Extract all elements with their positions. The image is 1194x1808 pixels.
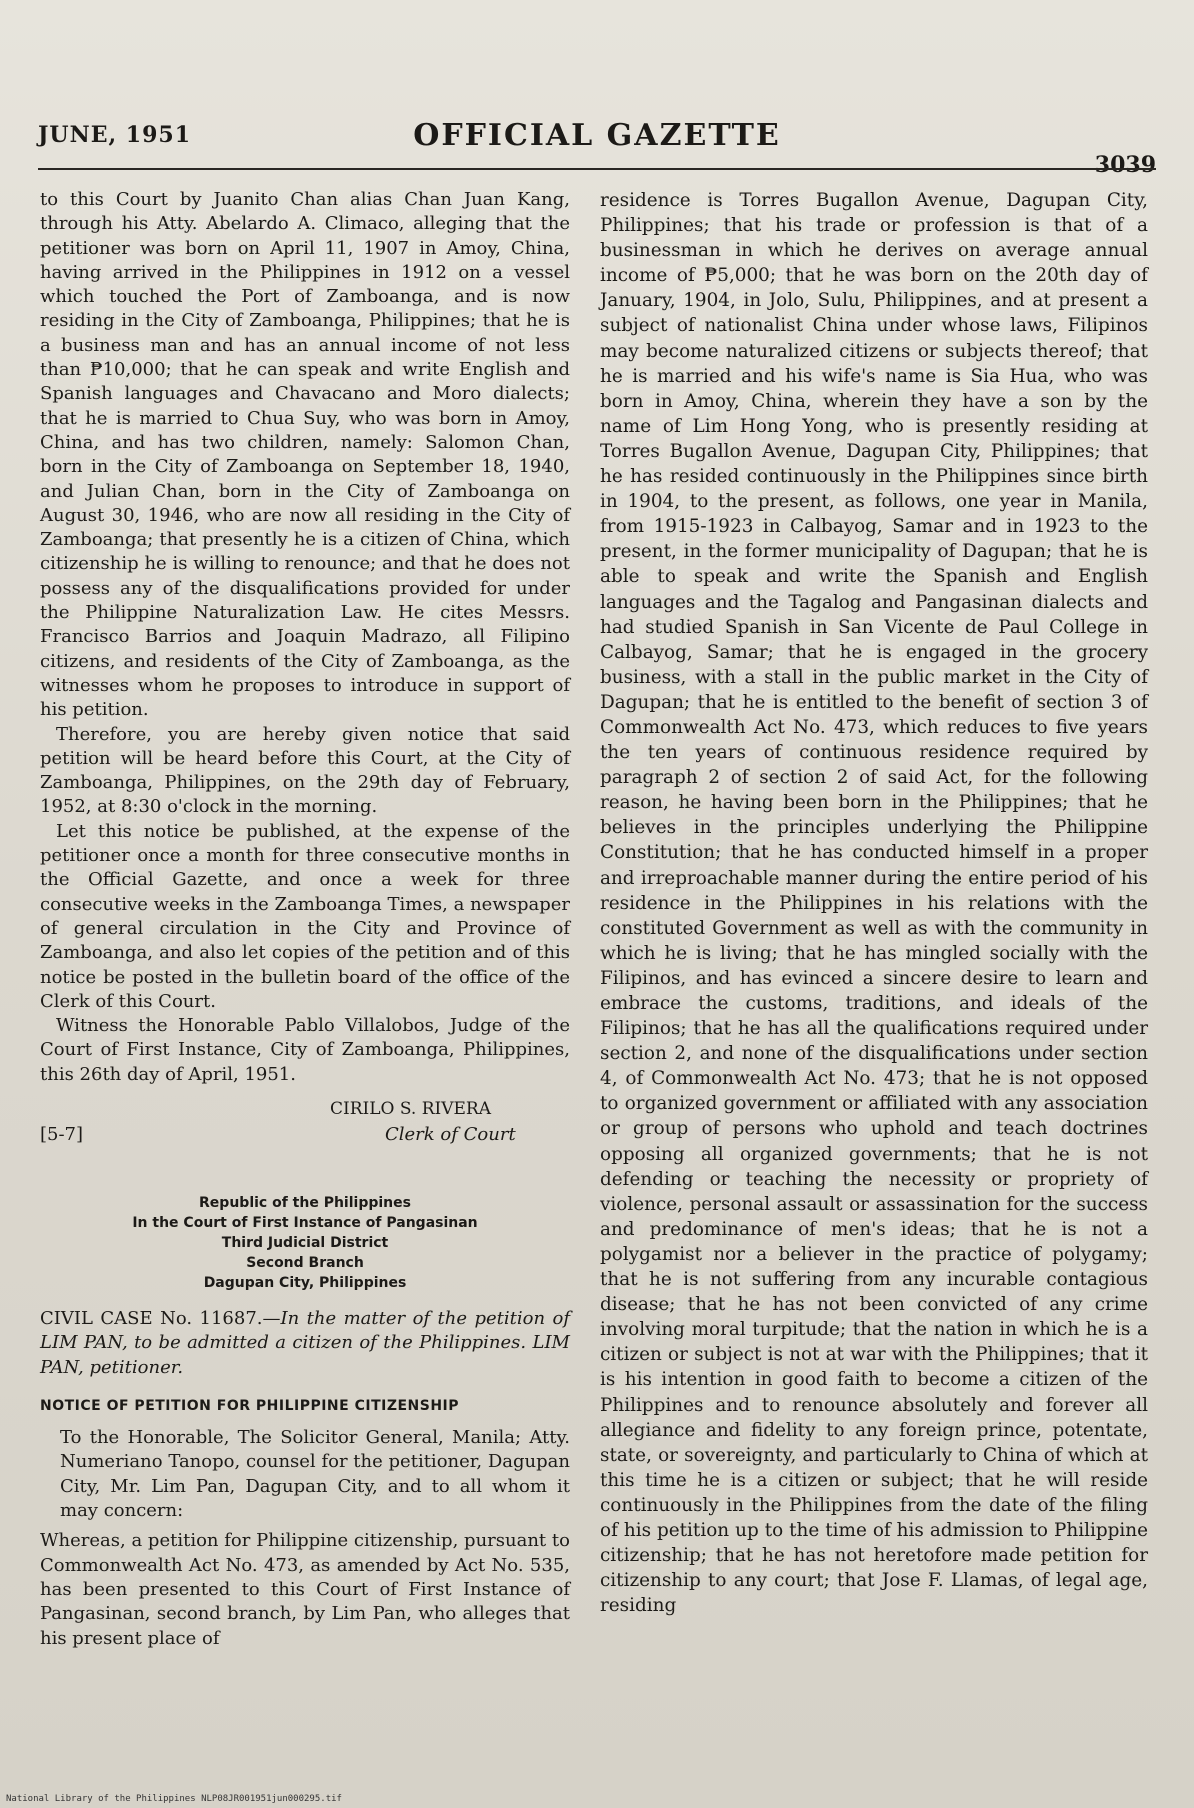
header-rule [38,168,1156,170]
signer-title: Clerk of Court [385,1123,516,1145]
petition-continuation: residence is Torres Bugallon Avenue, Dagupan City, Philippines; that his trade or profession is that of a businessman in which he derives on average annual income of ₱5,000; that he was born on the 20th day of January, 1904, in Jolo, Sulu, Philippines, and at present a subject of nationalist China under whose laws, Filipinos may become naturalized citizens or subjects thereof; that he is married and his wife's name is Sia Hua, who was born in Amoy, China, wherein they have a son by the name of Lim Hong Yong, who is presently residing at Torres Bugallon Avenue, Dagupan City, Philippines; that he has resided continuously in the Philippines since birth in 1904, to the present, as follows, one year in Manila, from 1915-1923 in Calbayog, Samar and in 1923 to the present, in the former municipality of Dagupan; that he is able to speak and write the Spanish and English languages and the Tagalog and Pangasinan dialects and had studied Spanish in San Vicente de Paul College in Calbayog, Samar; that he is engaged in the grocery business, with a stall in the public market in the City of Dagupan; that he is entitled to the benefit of section 3 of Commonwealth Act No. 473, which reduces to five years the ten years of continuous residence required by paragraph 2 of section 2 of said Act, for the following reason, he having been born in the Philippines; that he believes in the principles underlying the Philippine Constitution; that he has conducted himself in a proper and irreproachable manner during the entire period of his residence in the Philippines in his relations with the constituted Government as well as with the community in which he is living; that he has mingled socially with the Filipinos, and has evinced a sincere desire to learn and embrace the customs, traditions, and ideals of the Filipinos; that he has all the qualifications required under section 2, and none of the disqualifications under section 4, of Commonwealth Act No. 473; that he is not opposed to organized government or affiliated with any association or group of persons who uphold and teach doctrines opposing all organized governments; that he is not defending or teaching the necessity or propriety of violence, personal assault or assassination for the success and predominance of men's ideas; that he is not a polygamist nor a believer in the practice of polygamy; that he is not suffering from any incurable contagious disease; that he has not been convicted of any crime involving moral turpitude; that the nation in which he is a citizen or subject is not at war with the Philippines; that it is his intention in good faith to become a citizen of the Philippines and to renounce absolutely and forever all allegiance and fidelity to any foreign prince, potentate, state, or sovereignty, and particularly to China of which at this time he is a citizen or subject; that he will reside continuously in the Philippines from the date of the filing of his petition up to the time of his admission to Philippine citizenship; that he has not heretofore made petition for citizenship to any court; that Jose F. Llamas, of legal age, residing [600,190,1148,1617]
signature-block [40,1097,570,1153]
witness-clause: Witness the Honorable Pablo Villalobos, Judge of the Court of First Instance, City of Zamboanga, Philippines, this 26th day of April, 1951. [40,1015,570,1085]
case-caption [40,1307,570,1380]
notice-heading: NOTICE OF PETITION FOR PHILIPPINE CITIZENSHIP [40,1397,460,1414]
case-number: CIVIL CASE No. 11687.— [40,1307,281,1329]
left-column [40,188,570,1651]
issue-date: JUNE, 1951 [38,122,192,148]
signer-name: CIRILO S. RIVERA [330,1098,491,1119]
right-column [600,188,1148,1618]
page-header [38,118,1156,178]
issue-reference: [5-7] [40,1123,84,1145]
case-title: In the matter of the petition of LIM PAN, to be admitted a citizen of the Philippines. LIM PAN, petitioner. [40,1307,570,1378]
scan-footer: National Library of the Philippines NLP08JR001951jun000295.tif [6,1794,342,1804]
court-line: Second Branch [246,1254,364,1271]
publication-title: OFFICIAL GAZETTE [413,118,781,153]
page-number: 3039 [1094,152,1156,178]
publication-order: Let this notice be published, at the expense of the petitioner once a month for three consecutive months in the Official Gazette, and once a week for three consecutive weeks in the Zamboanga Times, a newspaper of general circulation in the City and Province of Zamboanga, and also let copies of the petition and of this notice be posted in the bulletin board of the office of the Clerk of this Court. [40,820,570,1012]
petition-allegations: to this Court by Juanito Chan alias Chan Juan Kang, through his Atty. Abelardo A. Climaco, alleging that the petitioner was born on April 11, 1907 in Amoy, China, having arrived in the Philippines in 1912 on a vessel which touched the Port of Zamboanga, and is now residing in the City of Zamboanga, Philippines; that he is a business man and has an annual income of not less than ₱10,000; that he can speak and write English and Spanish languages and Chavacano and Moro dialects; that he is married to Chua Suy, who was born in Amoy, China, and has two children, namely: Salomon Chan, born in the City of Zamboanga on September 18, 1940, and Julian Chan, born in the City of Zamboanga on August 30, 1946, who are now all residing in the City of Zamboanga; that presently he is a citizen of China, which citizenship he is willing to renounce; and that he does not possess any of the disqualifications provided for under the Philippine Naturalization Law. He cites Messrs. Francisco Barrios and Joaquin Madrazo, all Filipino citizens, and residents of the City of Zamboanga, as the witnesses whom he proposes to introduce in support of his petition. [40,189,570,721]
court-line: Third Judicial District [221,1234,389,1251]
addressee: To the Honorable, The Solicitor General, Manila; Atty. Numeriano Tanopo, counsel for the petitioner, Dagupan City, Mr. Lim Pan, Dagupan City, and to all whom it may concern: [60,1427,570,1522]
court-line: In the Court of First Instance of Pangasinan [132,1214,478,1231]
court-caption [40,1193,570,1293]
whereas-clause: Whereas, a petition for Philippine citizenship, pursuant to Commonwealth Act No. 473, as amended by Act No. 535, has been presented to this Court of First Instance of Pangasinan, second branch, by Lim Pan, who alleges that his present place of [40,1530,570,1649]
hearing-notice: Therefore, you are hereby given notice that said petition will be heard before this Court, at the City of Zamboanga, Philippines, on the 29th day of February, 1952, at 8:30 o'clock in the morning. [40,723,570,818]
court-line: Republic of the Philippines [199,1194,411,1211]
court-line: Dagupan City, Philippines [203,1274,407,1291]
